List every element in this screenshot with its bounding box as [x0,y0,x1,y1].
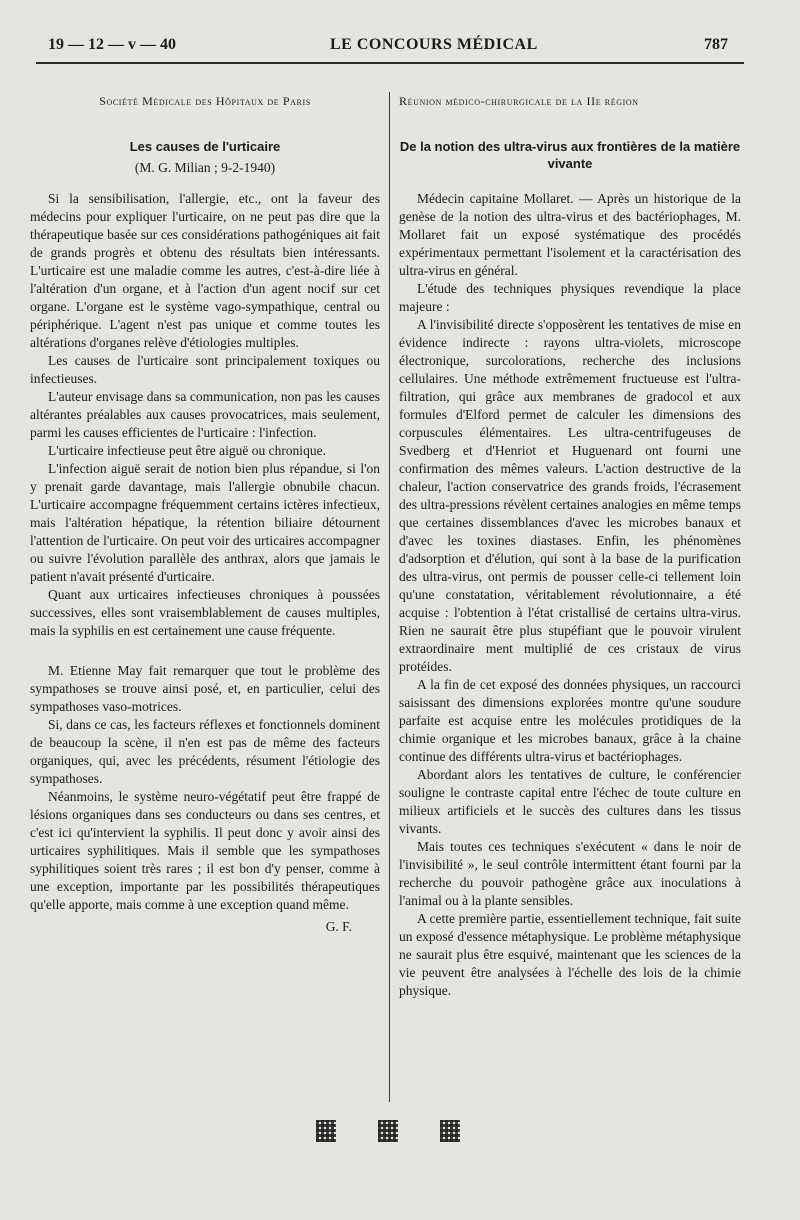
article-title: De la notion des ultra-virus aux frontières de la matière vivante [399,139,741,171]
paragraph: Si la sensibilisation, l'allergie, etc., ont la faveur des médecins pour expliquer l'urticaire, on ne peut pas dire que la thérapeutique basée sur ces considérations pathogéniques ait fait de grands progrès et obtenu des résultats bien intéressants. L'urticaire est une maladie comme les autres, c'est-à-dire liée à l'altération d'un organe, et à l'action d'un agent nocif sur cet organe. L'organe est le système vago-sympathique, central ou périphérique. L'agent n'est pas unique et comme toutes les altérations d'organes relève d'étiologies multiples. [30,191,380,350]
paragraph: Si, dans ce cas, les facteurs réflexes et fonctionnels dominent de beaucoup la scène, il n'en est pas de même des facteurs organiques, qui, avec les précédents, résument l'étiologie des sympathoses. [30,717,380,786]
society-heading: Société Médicale des Hôpitaux de Paris [99,94,311,108]
issue-date: 19 — 12 — v — 40 [48,36,176,53]
paragraph: Abordant alors les tentatives de culture, le conférencier souligne le contraste capital entre l'échec de toute culture en milieux artificiels et le succès des cultures dans les tissus vivants. [399,767,741,836]
paragraph: L'urticaire infectieuse peut être aiguë ou chronique. [48,443,326,458]
ornament-mark [378,1120,398,1142]
paragraph: A l'invisibilité directe s'opposèrent les tentatives de mise en évidence indirecte : rayons ultra-violets, microscope électronique, surcolorations, recherche des inclusions cellulaires. Une méthode extrêmement fructueuse est l'ultra-filtration, qui grâce aux membranes de gradocol et aux formules d'Elford permet de calculer les dimensions des corpuscules élémentaires. Les ultra-centrifugeuses de Svedberg et d'Henriot et Huguenard ont fourni une confirmation des mêmes valeurs. L'action destructive de la chaleur, l'action conservatrice des grands froids, l'écrasement des ultra-pressions révèlent certaines analogies en même temps que certaines dissemblances d'avec les microbes banaux et d'avec les toxines diastases. Enfin, les phénomènes d'adsorption et d'élution, qui sont à la base de la purification des ultra-virus, ont permis de pousser celle-ci tellement loin qu'une constatation, véritablement révolutionnaire, a été acquise : l'obtention à l'état cristallisé de certains ultra-virus. Rien ne saurait être plus stupéfiant que le pouvoir virulent extraordinaire ment multiplié de ces cristaux de virus protéides. [399,317,741,674]
paragraph: Néanmoins, le système neuro-végétatif peut être frappé de lésions organiques dans ses conducteurs ou dans ses centres, et c'est ici qu'intervient la syphilis. Il peut donc y avoir ainsi des urticaires syphilitiques. Mais il semble que les sympathoses syphilitiques soient très rares ; il est bon d'y penser, comme à une exception, importante par les possibilités thérapeutiques qu'elle apporte, mais comme à une exception quand même. [30,789,380,912]
paragraph: Médecin capitaine Mollaret. — Après un historique de la genèse de la notion des ultra-virus et des bactériophages, M. Mollaret fait un exposé systématique des procédés expérimentaux permettant l'isolement et la caractérisation des ultra-virus en général. [399,191,741,278]
ornament-mark [440,1120,460,1142]
article-title: Les causes de l'urticaire [129,139,281,154]
paragraph: L'infection aiguë serait de notion bien plus répandue, si l'on y prenait garde davantage, mais l'allergie obnubile chacun. L'urticaire accompagne fréquemment certains ictères infectieux, mais l'altération hépatique, la rétention biliaire détournent l'attention de l'urticaire. On peut voir des urticaires accompagner ou suivre l'évolution parallèle des anthrax, alors que jamais le patient n'avait présenté d'urticaire. [30,461,380,584]
column-divider [389,92,390,1102]
paragraph: A cette première partie, essentiellement technique, fait suite un exposé d'essence métaphysique. Le problème métaphysique ne saurait plus être esquivé, maintenant que les sciences de la vie peuvent être analysées à l'échelle des lois de la chimie physique. [399,911,741,998]
ornament-mark [316,1120,336,1142]
article-byline: (M. G. Milian ; 9-2-1940) [134,160,276,175]
paragraph: L'étude des techniques physiques revendique la place majeure : [399,281,741,314]
paragraph: Les causes de l'urticaire sont principalement toxiques ou infectieuses. [30,353,380,386]
author-initials: G. F. [325,919,352,934]
paragraph: L'auteur envisage dans sa communication, non pas les causes altérantes préalables aux causes provocatrices, mais seulement, parmi les causes efficientes de l'urticaire : l'infection. [30,389,380,440]
paragraph: Quant aux urticaires infectieuses chroniques à poussées successives, elles sont vraisemblablement de causes multiples, mais la syphilis en est certainement une cause fréquente. [30,587,380,638]
header-rule [36,62,744,64]
journal-title: LE CONCOURS MÉDICAL [330,36,538,53]
right-column [399,92,741,1000]
running-header [48,36,740,60]
page-number: 787 [704,36,728,53]
end-ornaments [316,1120,466,1146]
paragraph: Mais toutes ces techniques s'exécutent « dans le noir de l'invisibilité », le seul contrôle intermittent étant fourni par la recherche du pouvoir pathogène grâce aux inoculations à l'animal ou à la plante sensibles. [399,839,741,908]
paragraph: M. Etienne May fait remarquer que tout le problème des sympathoses se trouve ainsi posé, et, en particulier, celui des sympathoses vaso-motrices. [30,663,380,714]
paragraph: A la fin de cet exposé des données physiques, un raccourci saisissant des dimensions explorées montre qu'une soudure parfaite est acquise entre les molécules protidiques de la chimie organique et les microbes banaux, grâce à la chaine continue des différents ultra-virus et bactériophages. [399,677,741,764]
society-heading: Réunion médico-chirurgicale de la IIe région [399,94,639,108]
left-column [30,92,380,936]
